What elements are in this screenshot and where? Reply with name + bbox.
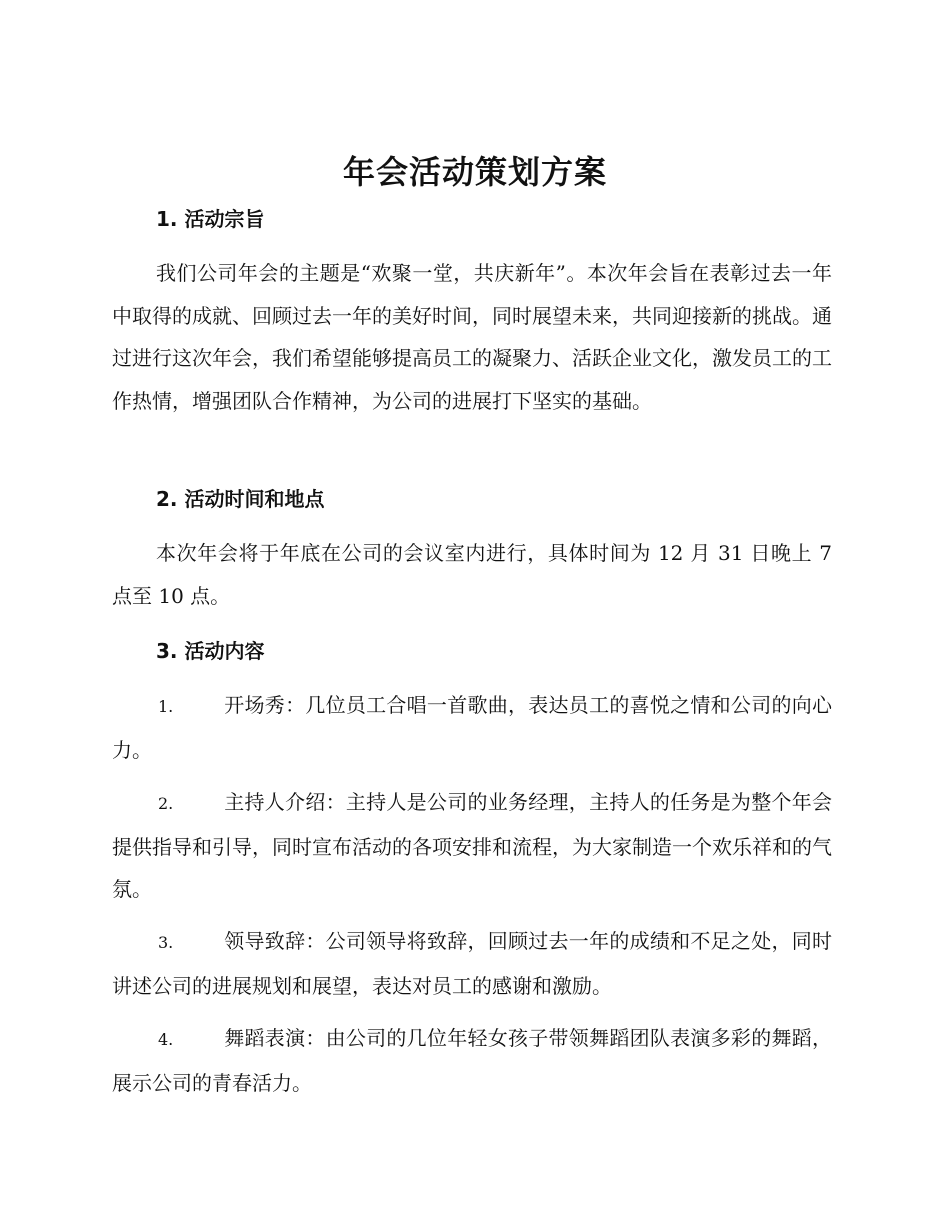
list-item-text: 开场秀：几位员工合唱一首歌曲，表达员工的喜悦之情和公司的向心力。: [112, 693, 832, 762]
list-item-number: 3.: [158, 933, 174, 952]
section-paragraph-time-place: 本次年会将于年底在公司的会议室内进行，具体时间为 12 月 31 日晚上 7 点至 10 点。: [112, 541, 832, 608]
list-item: [112, 920, 832, 1007]
list-item-text: 主持人介绍：主持人是公司的业务经理，主持人的任务是为整个年会提供指导和引导，同时宣布活动的各项安排和流程，为大家制造一个欢乐祥和的气氛。: [112, 790, 832, 901]
list-item-number: 4.: [158, 1030, 174, 1049]
list-item-number: 2.: [158, 794, 174, 813]
section-heading-purpose: 1. 活动宗旨: [156, 207, 265, 231]
list-item: [112, 1017, 832, 1104]
list-item: [112, 781, 832, 911]
section-heading-content: 3. 活动内容: [156, 639, 265, 663]
document-title: 年会活动策划方案: [342, 153, 607, 191]
section-heading-time-place: 2. 活动时间和地点: [156, 487, 325, 511]
list-item-text: 舞蹈表演：由公司的几位年轻女孩子带领舞蹈团队表演多彩的舞蹈，展示公司的青春活力。: [112, 1026, 832, 1095]
list-item-text: 领导致辞：公司领导将致辞，回顾过去一年的成绩和不足之处，同时讲述公司的进展规划和展望，表达对员工的感谢和激励。: [112, 929, 832, 998]
list-item: [112, 684, 832, 771]
list-item-number: 1.: [158, 697, 174, 716]
section-paragraph-purpose: 我们公司年会的主题是“欢聚一堂，共庆新年”。本次年会旨在表彰过去一年中取得的成就、回顾过去一年的美好时间，同时展望未来，共同迎接新的挑战。通过进行这次年会，我们希望能够提高员工的凝聚力、活跃企业文化，激发员工的工作热情，增强团队合作精神，为公司的进展打下坚实的基础。: [112, 261, 832, 413]
